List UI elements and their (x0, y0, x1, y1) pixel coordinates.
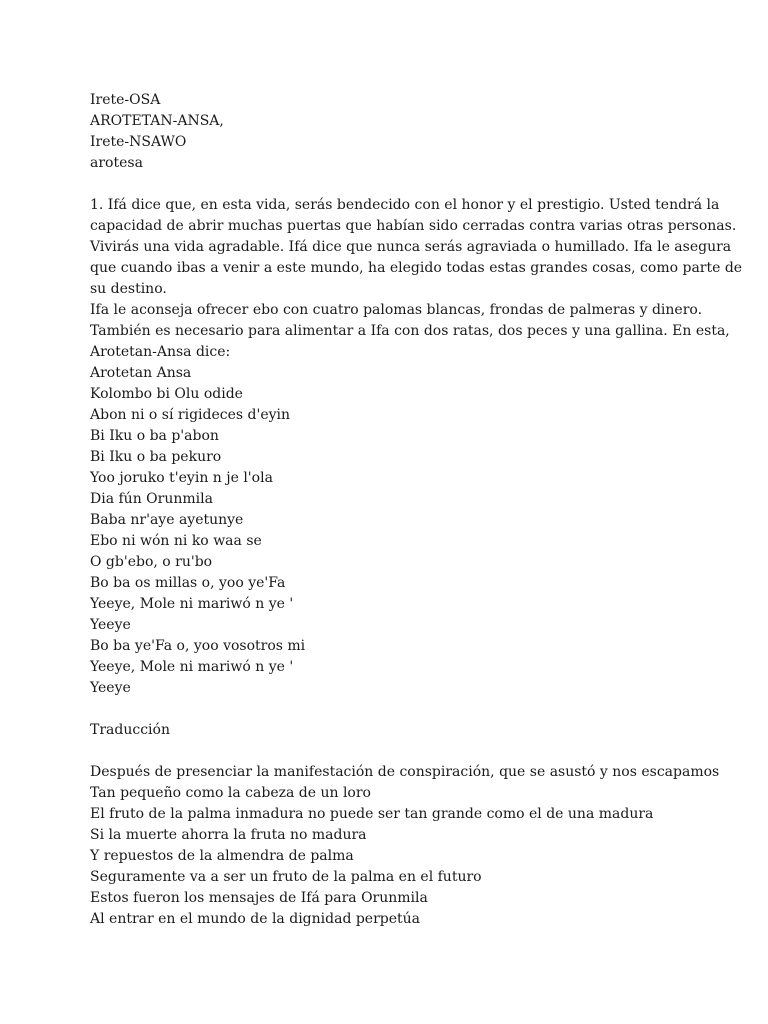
verse-line: Dia fún Orunmila (90, 491, 213, 507)
verse-line: Yeeye (90, 617, 131, 633)
verse-line: Baba nr'aye ayetunye (90, 512, 244, 528)
verse-line: Yeeye, Mole ni mariwó n ye ' (90, 659, 294, 675)
translation-line: El fruto de la palma inmadura no puede ser tan grande como el de una madura (90, 806, 654, 822)
paragraph-line: que cuando ibas a venir a este mundo, ha elegido todas estas grandes cosas, como parte de (90, 260, 743, 276)
spacer (90, 699, 680, 720)
intro-paragraph (90, 195, 743, 363)
heading-line: arotesa (90, 155, 143, 171)
paragraph-line: También es necesario para alimentar a Ifa con dos ratas, dos peces y una gallina. En esta, (90, 323, 730, 339)
verse-line: Bi Iku o ba pekuro (90, 449, 222, 465)
translation-line: Después de presenciar la manifestación de conspiración, que se asustó y nos escapamos (90, 764, 720, 780)
translation-line: Seguramente va a ser un fruto de la palma en el futuro (90, 869, 482, 885)
paragraph-line: su destino. (90, 281, 167, 297)
translation-block (90, 762, 720, 930)
heading-block (90, 90, 680, 174)
verse-line: Yoo joruko t'eyin n je l'ola (90, 470, 273, 486)
verse-line: Arotetan Ansa (90, 365, 192, 381)
verse-block (90, 363, 680, 699)
document-page (90, 90, 743, 930)
verse-line: Abon ni o sí rigideces d'eyin (90, 407, 291, 423)
translation-line: Al entrar en el mundo de la dignidad perpetúa (90, 911, 421, 927)
spacer (90, 741, 680, 762)
paragraph-line: Ifa le aconseja ofrecer ebo con cuatro palomas blancas, frondas de palmeras y dinero. (90, 302, 703, 318)
verse-line: Ebo ni wón ni ko waa se (90, 533, 262, 549)
spacer (90, 174, 680, 195)
verse-line: Kolombo bi Olu odide (90, 386, 243, 402)
translation-line: Si la muerte ahorra la fruta no madura (90, 827, 367, 843)
translation-line: Estos fueron los mensajes de Ifá para Orunmila (90, 890, 428, 906)
paragraph-line: capacidad de abrir muchas puertas que habían sido cerradas contra varias otras personas. (90, 218, 737, 234)
verse-line: Bo ba ye'Fa o, yoo vosotros mi (90, 638, 306, 654)
verse-line: Yeeye, Mole ni mariwó n ye ' (90, 596, 294, 612)
verse-line: Yeeye (90, 680, 131, 696)
paragraph-line: Vivirás una vida agradable. Ifá dice que nunca serás agraviada o humillado. Ifa le asegura (90, 239, 732, 255)
verse-line: Bi Iku o ba p'abon (90, 428, 219, 444)
translation-line: Tan pequeño como la cabeza de un loro (90, 785, 371, 801)
paragraph-line: 1. Ifá dice que, en esta vida, serás bendecido con el honor y el prestigio. Usted tendrá la (90, 197, 720, 213)
heading-line: Irete-NSAWO (90, 134, 187, 150)
verse-line: O gb'ebo, o ru'bo (90, 554, 213, 570)
heading-line: Irete-OSA (90, 92, 161, 108)
translation-line: Y repuestos de la almendra de palma (90, 848, 354, 864)
heading-line: AROTETAN-ANSA, (90, 113, 224, 129)
translation-title: Traducción (90, 722, 170, 738)
verse-line: Bo ba os millas o, yoo ye'Fa (90, 575, 286, 591)
paragraph-line: Arotetan-Ansa dice: (90, 344, 231, 360)
